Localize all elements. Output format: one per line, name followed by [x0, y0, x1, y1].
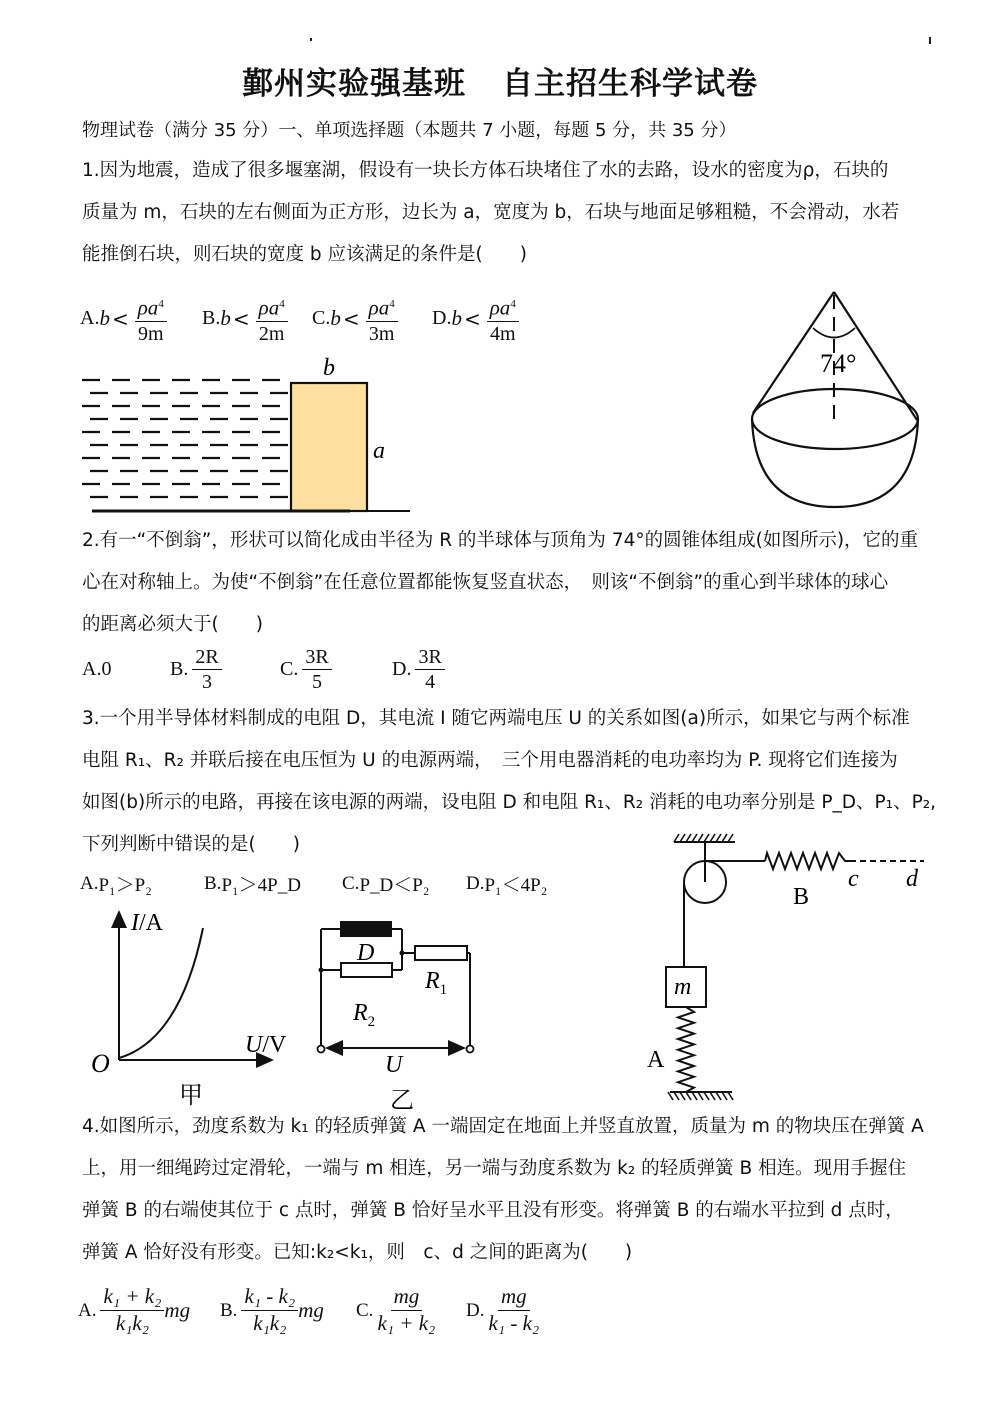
hatch-mark — [686, 834, 691, 842]
hatch-mark — [668, 1092, 673, 1100]
question-1-text — [82, 150, 982, 276]
hatch-mark — [704, 834, 709, 842]
q4-option-c[interactable]: C. $\frac{mg}{\text{k₁ + k₂}}$ — [356, 1284, 436, 1335]
mass-label: m — [674, 974, 692, 1000]
title-school: 鄞州实验强基班 — [242, 66, 466, 102]
q4-spring-pulley-figure — [640, 822, 940, 1104]
hatch-mark — [716, 1092, 721, 1100]
fraction: $\frac{mg}{\text{k₁ - k₂}}$ — [488, 1284, 540, 1335]
q1-line: 1.因为地震，造成了很多堰塞湖，假设有一块长方体石块堵住了水的去路，设水的密度为ρ，石块的 — [82, 160, 889, 181]
terminal-left — [318, 1046, 325, 1053]
q2-line: 2.有一“不倒翁”，形状可以简化成由半径为 R 的半球体与顶角为 74°的圆锥体组成(如图所示)，它的重 — [82, 530, 919, 551]
y-axis-label: I/A — [131, 910, 163, 936]
q1-options — [80, 292, 519, 346]
hatch-mark — [686, 1092, 691, 1100]
fraction: $\frac{\text{k₁ - k₂}}{\text{k₁k₂}}$ — [241, 1284, 298, 1337]
r2-label: $R_2$ — [353, 1000, 376, 1030]
hatch-mark — [704, 1092, 709, 1100]
q1-option-d[interactable]: D. b < $\frac{\rho a^4}{4m}$ — [432, 292, 519, 346]
fraction: $\frac{\rho a^4}{3m}$ — [366, 292, 398, 346]
x-axis-label: U/V — [245, 1032, 287, 1058]
hatch-mark — [722, 834, 727, 842]
page-title — [0, 58, 1000, 103]
q2-option-d[interactable]: D. $\frac{3R}{4}$ — [392, 645, 445, 694]
q3-circuit — [305, 910, 490, 1110]
q3-option-a[interactable]: A. P₁＞P₂ — [80, 872, 152, 896]
terminal-right — [467, 1046, 474, 1053]
resistor-r1 — [415, 946, 467, 960]
q2-line: 的距离必须大于( ) — [82, 614, 263, 635]
q1-line: 质量为 m，石块的左右侧面为正方形，边长为 a，宽度为 b，石块与地面足够粗糙，不会滑动，水若 — [82, 202, 900, 223]
q3-line: 电阻 R₁、R₂ 并联后接在电压恒为 U 的电源两端， 三个用电器消耗的电功率均为 P. 现将它们连接为 — [82, 750, 898, 771]
spring-a — [678, 1007, 694, 1092]
q4-line: 弹簧 A 恰好没有形变。已知:k₂<k₁，则 c、d 之间的距离为( ) — [82, 1242, 633, 1263]
resistor-d — [341, 922, 391, 936]
fraction: $\frac{3R}{5}$ — [302, 645, 331, 694]
q4-option-a[interactable]: A. $\frac{\text{k₁ + k₂}}{\text{k₁k₂}}$ mg — [78, 1284, 191, 1335]
fraction: $\frac{\text{k₁ + k₂}}{\text{k₁k₂}}$ — [100, 1284, 164, 1337]
q1-dam-figure — [80, 350, 420, 520]
question-2-text — [82, 520, 982, 646]
fraction: $\frac{\rho a^4}{4m}$ — [487, 292, 519, 346]
point-d-label: d — [906, 866, 918, 892]
q3-option-d[interactable]: D. P₁＜4P₂ — [466, 872, 548, 896]
u-label: U — [385, 1052, 403, 1078]
iv-curve — [119, 928, 203, 1058]
q1-option-c[interactable]: C. b < $\frac{\rho a^4}{3m}$ — [312, 292, 432, 346]
hatch-mark — [698, 834, 703, 842]
hatch-mark — [722, 1092, 727, 1100]
q2-options — [82, 645, 445, 694]
spring-a-label: A — [647, 1047, 665, 1073]
scan-mark — [310, 38, 312, 41]
d-label: D — [357, 940, 375, 966]
spring-b-label: B — [793, 884, 810, 910]
title-exam: 自主招生科学试卷 — [502, 66, 758, 102]
scan-mark — [929, 37, 931, 44]
hatch-mark — [680, 1092, 685, 1100]
section-heading: 物理试卷（满分 35 分）一、单项选择题（本题共 7 小题，每题 5 分，共 35 分） — [82, 120, 737, 141]
fraction: $\frac{3R}{4}$ — [415, 645, 444, 694]
q4-option-b[interactable]: B. $\frac{\text{k₁ - k₂}}{\text{k₁k₂}}$ mg — [220, 1284, 324, 1335]
block-width-label: b — [323, 355, 335, 381]
graph-caption: 甲 — [179, 1083, 203, 1109]
stone-block — [291, 383, 367, 511]
hatch-mark — [716, 834, 721, 842]
q3-line: 如图(b)所示的电路，再接在该电源的两端，设电阻 D 和电阻 R₁、R₂ 消耗的电功率分别是 P_D、P₁、P₂, — [82, 792, 937, 813]
junction-dot — [400, 951, 405, 956]
point-c-label: c — [848, 866, 859, 892]
water-dashes — [82, 380, 288, 497]
q2-option-a[interactable]: A. 0 — [82, 658, 112, 680]
q3-line: 下列判断中错误的是( ) — [82, 834, 300, 855]
q2-option-c[interactable]: C. $\frac{3R}{5}$ — [280, 645, 392, 694]
junction-dot — [319, 968, 324, 973]
q3-iv-graph — [85, 900, 300, 1110]
hatch-mark — [710, 834, 715, 842]
hatch-mark — [698, 1092, 703, 1100]
origin-label: O — [91, 1049, 110, 1078]
q1-option-a[interactable]: A. b < $\frac{\rho a^4}{9m}$ — [80, 292, 202, 346]
hatch-mark — [728, 834, 733, 842]
r1-label: $R_1$ — [425, 968, 448, 998]
q4-line: 上，用一细绳跨过定滑轮，一端与 m 相连，另一端与劲度系数为 k₂ 的轻质弹簧 B 相连。现用手握住 — [82, 1158, 907, 1179]
question-4-text — [82, 1106, 982, 1274]
q4-line: 弹簧 B 的右端使其位于 c 点时，弹簧 B 恰好呈水平且没有形变。将弹簧 B 的右端水平拉到 d 点时， — [82, 1200, 904, 1221]
fraction: $\frac{\rho a^4}{2m}$ — [256, 292, 288, 346]
circuit-caption: 乙 — [390, 1088, 414, 1110]
hatch-mark — [692, 834, 697, 842]
q2-option-b[interactable]: B. $\frac{2R}{3}$ — [170, 645, 280, 694]
q2-line: 心在对称轴上。为使“不倒翁”在任意位置都能恢复竖直状态， 则该“不倒翁”的重心到半球体的球心 — [82, 572, 889, 593]
block-height-label: a — [373, 438, 385, 464]
q4-options — [78, 1284, 539, 1337]
fraction: $\frac{2R}{3}$ — [192, 645, 221, 694]
hatch-mark — [728, 1092, 733, 1100]
hatch-mark — [710, 1092, 715, 1100]
hatch-mark — [674, 834, 679, 842]
q3-option-c[interactable]: C. P_D＜P₂ — [342, 872, 430, 896]
apex-angle-label: 74° — [820, 349, 857, 378]
fraction: $\frac{mg}{\text{k₁ + k₂}}$ — [377, 1284, 436, 1335]
hemisphere-bowl — [752, 419, 918, 507]
q1-line: 能推倒石块，则石块的宽度 b 应该满足的条件是( ) — [82, 244, 527, 265]
q4-option-d[interactable]: D. $\frac{mg}{\text{k₁ - k₂}}$ — [466, 1284, 540, 1335]
q4-line: 4.如图所示，劲度系数为 k₁ 的轻质弹簧 A 一端固定在地面上并竖直放置，质量为 m 的物块压在弹簧 A — [82, 1116, 924, 1137]
q1-option-b[interactable]: B. b < $\frac{\rho a^4}{2m}$ — [202, 292, 312, 346]
hatch-mark — [674, 1092, 679, 1100]
q3-option-b[interactable]: B. P₁＞4P_D — [204, 872, 301, 896]
hatch-mark — [680, 834, 685, 842]
hatch-mark — [692, 1092, 697, 1100]
spring-b — [765, 853, 850, 869]
q3-options — [80, 870, 547, 897]
fraction: $\frac{\rho a^4}{9m}$ — [135, 292, 167, 346]
q3-line: 3.一个用半导体材料制成的电阻 D，其电流 I 随它两端电压 U 的关系如图(a)所示，如果它与两个标准 — [82, 708, 910, 729]
q2-tumbler-figure — [745, 285, 945, 515]
